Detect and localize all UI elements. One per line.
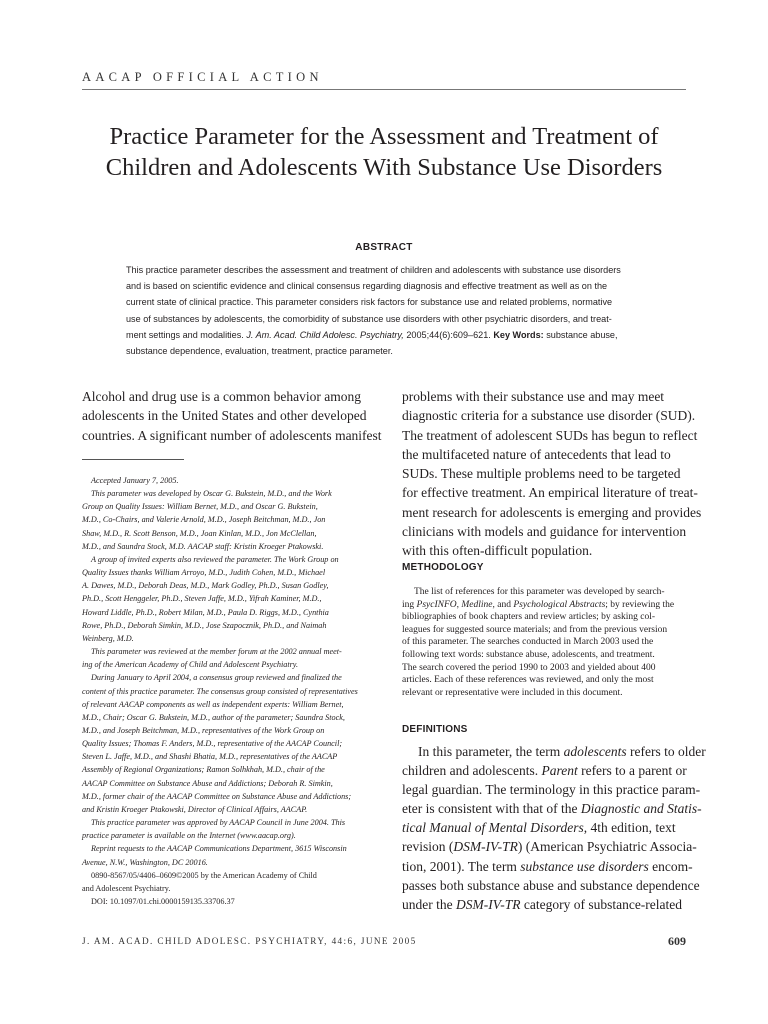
- footnote-line: Reprint requests to the AACAP Communications Department, 3615 Wisconsin: [91, 844, 347, 854]
- footnote-line: A. Dawes, M.D., Deborah Deas, M.D., Mark Godley, Ph.D., Susan Godley,: [82, 581, 329, 591]
- footnote-line: Avenue, N.W., Washington, DC 20016.: [82, 857, 208, 867]
- footnote-line: This parameter was reviewed at the member forum at the 2002 annual meet-: [91, 647, 342, 657]
- body-line: problems with their substance use and may meet: [402, 389, 665, 404]
- title-line: Children and Adolescents With Substance Use Disorders: [105, 154, 663, 181]
- title-line: Practice Parameter for the Assessment and Treatment of: [109, 123, 659, 150]
- footnote-line: Weinberg, M.D.: [82, 633, 134, 643]
- abstract-line: ment settings and modalities. J. Am. Acad. Child Adolesc. Psychiatry, 2005;44(6):609–621. Key Words: substance abuse,: [126, 329, 618, 340]
- method-line: bibliographies of book chapters and review articles; by asking col-: [402, 612, 655, 623]
- footnote-rule: [82, 459, 184, 460]
- abstract-line: use of substances by adolescents, the comorbidity of substance use disorders with other psychiatric disorders, and treat-: [126, 313, 612, 324]
- def-line: tion, 2001). The term substance use disorders encom-: [402, 858, 693, 874]
- methodology-heading: METHODOLOGY: [402, 562, 484, 573]
- footnote-line: During January to April 2004, a consensus group reviewed and finalized the: [91, 673, 342, 683]
- def-line: children and adolescents. Parent refers to a parent or: [402, 763, 687, 779]
- footnote-line: Accepted January 7, 2005.: [91, 476, 179, 485]
- body-line: SUDs. These multiple problems need to be targeted: [402, 466, 681, 482]
- footnote-line: Shaw, M.D., R. Scott Benson, M.D., Joan Kinlan, M.D., Jon McClellan,: [82, 528, 317, 538]
- methodology-body: [402, 586, 694, 699]
- footnote-line: Quality Issues; Thomas F. Anders, M.D., representative of the AACAP Council;: [82, 739, 343, 749]
- definitions-body: [402, 742, 706, 914]
- article-title: [60, 121, 708, 183]
- doi: DOI: 10.1097/01.chi.0000159135.33706.37: [91, 897, 235, 906]
- footnote-line: content of this practice parameter. The consensus group consisted of representatives: [82, 686, 358, 696]
- def-line: In this parameter, the term adolescents refers to older: [418, 744, 706, 759]
- footnote-line: Quality Issues thanks William Arroyo, M.D., Judith Cohen, M.D., Michael: [82, 568, 326, 578]
- footnote-line: Ph.D., Scott Henggeler, Ph.D., Steven Jaffe, M.D., Yifrah Kaminer, M.D.,: [82, 594, 322, 604]
- method-line: leagues for suggested source materials; and from the previous version: [402, 624, 668, 635]
- abstract-body: [126, 262, 654, 359]
- footnote-line: A group of invited experts also reviewed the parameter. The Work Group on: [91, 554, 339, 564]
- method-line: ing PsycINFO, Medline, and Psychological Abstracts; by reviewing the: [402, 599, 675, 610]
- footnote-line: This parameter was developed by Oscar G. Bukstein, M.D., and the Work: [91, 489, 332, 499]
- footnote-line: and Kristin Kroeger Ptakowski, Director of Clinical Affairs, AACAP.: [82, 804, 308, 814]
- definitions-heading: DEFINITIONS: [402, 724, 468, 735]
- def-line: revision (DSM-IV-TR) (American Psychiatric Associa-: [402, 839, 697, 855]
- body-line: with this often-difficult population.: [402, 543, 593, 559]
- method-line: of this parameter. The searches conducted in March 2003 used the: [402, 637, 654, 648]
- footnote-line: M.D., and Saundra Stock, M.D. AACAP staff: Kristin Kroeger Ptakowski.: [82, 541, 324, 551]
- footnote-line: of relevant AACAP components as well as independent experts: William Bernet,: [82, 699, 344, 709]
- footnote-line: Group on Quality Issues: William Bernet, M.D., and Oscar G. Bukstein,: [82, 502, 318, 512]
- footnote-line: M.D., Chair; Oscar G. Bukstein, M.D., author of the parameter; Saundra Stock,: [82, 712, 345, 722]
- abstract-line: substance dependence, evaluation, treatment, practice parameter.: [126, 346, 393, 357]
- method-line: following text words: substance abuse, adolescents, and treatment.: [402, 649, 655, 660]
- body-line: adolescents in the United States and other developed: [82, 408, 367, 424]
- intro-paragraph-left: [82, 387, 382, 445]
- journal-citation: J. Am. Acad. Child Adolesc. Psychiatry,: [246, 329, 404, 340]
- footnote-line: Assembly of Regional Organizations; Ramon Solhkhah, M.D., chair of the: [82, 765, 325, 775]
- def-line: passes both substance abuse and substance dependence: [402, 877, 700, 893]
- method-line: The search covered the period 1990 to 2003 and yielded about 400: [402, 662, 656, 673]
- method-line: relevant or representative were included in this document.: [402, 687, 623, 698]
- copyright-line: and Adolescent Psychiatry.: [82, 883, 171, 893]
- def-line: tical Manual of Mental Disorders, 4th edition, text: [402, 820, 676, 836]
- footnote-line: Steven L. Jaffe, M.D., and Shashi Bhatia, M.D., representatives of the AACAP: [82, 752, 338, 762]
- footnote-line: M.D., former chair of the AACAP Committee on Substance Abuse and Addictions;: [82, 791, 352, 801]
- body-line: Alcohol and drug use is a common behavior among: [82, 389, 361, 404]
- footnote-line: Howard Liddle, Ph.D., Robert Milan, M.D., Paula D. Riggs, M.D., Cynthia: [82, 607, 329, 617]
- body-line: the multifaceted nature of antecedents that lead to: [402, 446, 671, 462]
- page-number: 609: [668, 934, 686, 948]
- body-line: countries. A significant number of adolescents manifest: [82, 427, 382, 443]
- key-words-label: Key Words:: [493, 329, 544, 340]
- body-line: ment research for adolescents is emerging and provides: [402, 504, 702, 520]
- def-line: legal guardian. The terminology in this practice param-: [402, 782, 701, 798]
- section-tag: AACAP OFFICIAL ACTION: [82, 70, 323, 84]
- footnote-line: AACAP Committee on Substance Abuse and Addictions; Deborah R. Simkin,: [82, 778, 333, 788]
- running-footer: J. AM. ACAD. CHILD ADOLESC. PSYCHIATRY, 44:6, JUNE 2005: [82, 936, 417, 946]
- footnote-line: Rowe, Ph.D., Deborah Simkin, M.D., Jose Szapocznik, Ph.D., and Naimah: [82, 620, 327, 630]
- footnote-line: This practice parameter was approved by AACAP Council in June 2004. This: [91, 818, 346, 828]
- body-line: diagnostic criteria for a substance use disorder (SUD).: [402, 408, 696, 424]
- body-line: The treatment of adolescent SUDs has begun to reflect: [402, 427, 698, 443]
- footnote-line: M.D., Co-Chairs, and Valerie Arnold, M.D., Joseph Beitchman, M.D., Jon: [82, 515, 326, 525]
- footnote-line: ing of the American Academy of Child and Adolescent Psychiatry.: [82, 660, 299, 670]
- body-line: clinicians with models and guidance for intervention: [402, 524, 687, 540]
- header-rule: [82, 89, 686, 90]
- abstract-line: This practice parameter describes the assessment and treatment of children and adolescents with substance use disorders: [126, 265, 621, 275]
- def-line: under the DSM-IV-TR category of substance-related: [402, 896, 683, 912]
- footnote-line: practice parameter is available on the Internet (www.aacap.org).: [82, 831, 296, 841]
- method-line: The list of references for this parameter was developed by search-: [414, 587, 665, 597]
- abstract-line: and is based on scientific evidence and clinical consensus regarding diagnosis and effective treatment as well as on the: [126, 281, 608, 292]
- method-line: articles. Each of these references was reviewed, and only the most: [402, 675, 654, 686]
- abstract-line: current state of clinical practice. This parameter considers risk factors for substance use and related problems, normative: [126, 297, 613, 308]
- intro-paragraph-right: [402, 387, 702, 561]
- copyright-line: 0890-8567/05/4406–0609©2005 by the American Academy of Child: [91, 870, 317, 880]
- footnote-line: M.D., and Joseph Beitchman, M.D., representatives of the Work Group on: [82, 725, 325, 735]
- body-line: for effective treatment. An empirical literature of treat-: [402, 485, 698, 501]
- abstract-heading: ABSTRACT: [355, 242, 413, 253]
- footnotes: [82, 474, 378, 908]
- def-line: eter is consistent with that of the Diagnostic and Statis-: [402, 801, 702, 817]
